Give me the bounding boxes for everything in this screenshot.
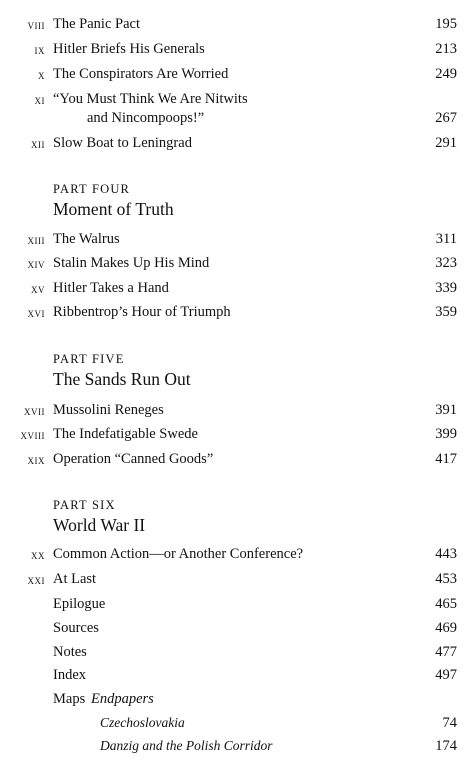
chapter-number: xxi [27, 572, 45, 587]
map-title: Danzig and the Polish Corridor [100, 738, 273, 753]
chapter-number: xx [31, 547, 45, 562]
back-matter-title: Epilogue [53, 596, 106, 612]
part-label: PART FIVE [53, 352, 125, 366]
back-matter-title: Sources [53, 620, 99, 636]
toc-entry [0, 596, 475, 618]
chapter-title: The Conspirators Are Worried [53, 66, 229, 82]
chapter-title: Hitler Takes a Hand [53, 280, 169, 296]
chapter-title: “You Must Think We Are Nitwits [53, 91, 248, 107]
page-number: 465 [435, 596, 457, 612]
chapter-title: Hitler Briefs His Generals [53, 41, 205, 57]
page-number: 311 [435, 231, 457, 247]
chapter-title: The Indefatigable Swede [53, 426, 198, 442]
page-number: 291 [435, 135, 457, 151]
chapter-number: xiii [27, 232, 45, 247]
chapter-title: Operation “Canned Goods” [53, 451, 214, 467]
page-number: 391 [435, 402, 457, 418]
toc-entry [0, 571, 475, 593]
page-number: 267 [435, 110, 457, 126]
page-number: 339 [435, 280, 457, 296]
map-entry [0, 738, 475, 760]
chapter-number: ix [34, 42, 45, 57]
page-number: 453 [435, 571, 457, 587]
toc-entry [0, 66, 475, 88]
chapter-number: xix [27, 452, 45, 467]
chapter-number: xiv [27, 256, 45, 271]
chapter-number: xviii [20, 427, 45, 442]
page-number: 74 [442, 715, 457, 731]
toc-entry [0, 644, 475, 666]
maps-endpapers: Endpapers [91, 691, 154, 707]
page-number: 497 [435, 667, 457, 683]
chapter-title: At Last [53, 571, 97, 587]
toc-entry [0, 426, 475, 448]
toc-entry [0, 402, 475, 424]
toc-entry [0, 546, 475, 568]
chapter-title-continued: and Nincompoops!” [87, 110, 205, 126]
toc-entry [0, 135, 475, 157]
toc-entry [0, 280, 475, 302]
chapter-title: Common Action—or Another Conference? [53, 546, 304, 562]
page-number: 195 [435, 16, 457, 32]
page-number: 213 [435, 41, 457, 57]
toc-entry [0, 16, 475, 38]
chapter-title: Mussolini Reneges [53, 402, 164, 418]
chapter-number: x [38, 67, 45, 82]
back-matter-title: Notes [53, 644, 87, 660]
toc-entry-continuation [0, 110, 475, 132]
toc-entry [0, 41, 475, 63]
chapter-title: Ribbentrop’s Hour of Triumph [53, 304, 231, 320]
part-label: PART FOUR [53, 182, 131, 196]
page-number: 359 [435, 304, 457, 320]
page-number: 399 [435, 426, 457, 442]
part-title: The Sands Run Out [53, 369, 191, 389]
chapter-number: xv [31, 281, 45, 296]
toc-entry [0, 451, 475, 473]
chapter-title: Slow Boat to Leningrad [53, 135, 192, 151]
map-entry [0, 715, 475, 737]
page-number: 249 [435, 66, 457, 82]
page-number: 323 [435, 255, 457, 271]
page-number: 443 [435, 546, 457, 562]
toc-entry [0, 231, 475, 253]
back-matter-title: Index [53, 667, 87, 683]
page-number: 417 [435, 451, 457, 467]
toc-entry [0, 304, 475, 326]
page-number: 469 [435, 620, 457, 636]
chapter-number: xi [34, 92, 45, 107]
chapter-number: xvi [27, 305, 45, 320]
page-number: 477 [435, 644, 457, 660]
toc-entry [0, 667, 475, 689]
part-title: World War II [53, 515, 146, 535]
toc-entry [0, 620, 475, 642]
toc-entry [0, 255, 475, 277]
chapter-number: viii [27, 17, 45, 32]
map-title: Czechoslovakia [100, 715, 185, 730]
chapter-title: The Panic Pact [53, 16, 140, 32]
chapter-number: xvii [24, 403, 45, 418]
part-title: Moment of Truth [53, 199, 174, 219]
chapter-title: Stalin Makes Up His Mind [53, 255, 210, 271]
part-label: PART SIX [53, 498, 116, 512]
page-number: 174 [435, 738, 457, 754]
maps-entry [0, 691, 475, 713]
chapter-number: xii [31, 136, 45, 151]
maps-label: Maps [53, 691, 86, 707]
chapter-title: The Walrus [53, 231, 120, 247]
